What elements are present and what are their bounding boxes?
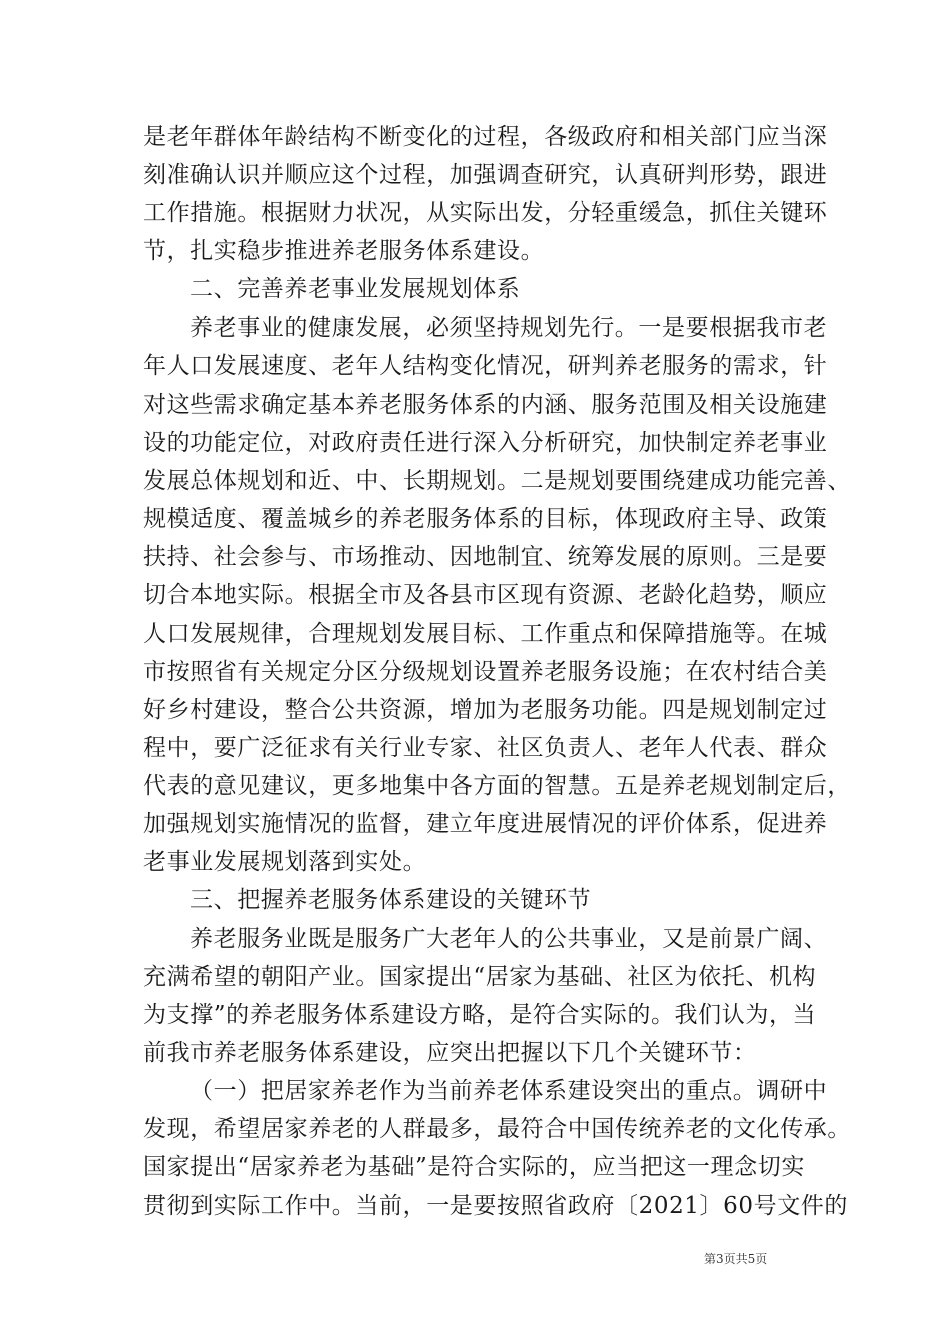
section-heading: 三、把握养老服务体系建设的关键环节 [190,887,592,913]
text-line: 好乡村建设，整合公共资源，增加为老服务功能。四是规划制定过 [143,697,828,723]
text-line: 市按照省有关规定分区分级规划设置养老服务设施；在农村结合美 [143,659,828,685]
text-line: 节，扎实稳步推进养老服务体系建设。 [143,238,545,264]
text-line: 老事业发展规划落到实处。 [143,849,427,875]
text-line: 充满希望的朝阳产业。国家提出“居家为基础、社区为依托、机构 [143,964,817,990]
text-line: 发现，希望居家养老的人群最多，最符合中国传统养老的文化传承。 [143,1116,851,1142]
text-line: 扶持、社会参与、市场推动、因地制宜、统筹发展的原则。三是要 [143,544,828,570]
text-line: 前我市养老服务体系建设，应突出把握以下几个关键环节： [143,1040,757,1066]
text-line: 国家提出“居家养老为基础”是符合实际的，应当把这一理念切实 [143,1154,805,1180]
text-line: 设的功能定位，对政府责任进行深入分析研究，加快制定养老事业 [143,430,828,456]
text-line: 规模适度、覆盖城乡的养老服务体系的目标，体现政府主导、政策 [143,506,828,532]
text-line: 是老年群体年龄结构不断变化的过程，各级政府和相关部门应当深 [143,124,828,150]
text-line: 刻准确认识并顺应这个过程，加强调查研究，认真研判形势，跟进 [143,162,828,188]
text-line: 养老事业的健康发展，必须坚持规划先行。一是要根据我市老 [190,315,828,341]
text-line: 发展总体规划和近、中、长期规划。二是规划要围绕建成功能完善、 [143,468,851,494]
text-line: 程中，要广泛征求有关行业专家、社区负责人、老年人代表、群众 [143,735,828,761]
text-line: 人口发展规律，合理规划发展目标、工作重点和保障措施等。在城 [143,621,828,647]
text-line: 切合本地实际。根据全市及各县市区现有资源、老龄化趋势，顺应 [143,582,828,608]
page-number: 第3页共5页 [704,1252,768,1266]
subsection-line: （一）把居家养老作为当前养老体系建设突出的重点。调研中 [190,1078,828,1104]
text-line: 工作措施。根据财力状况，从实际出发，分轻重缓急，抓住关键环 [143,200,828,226]
text-line: 年人口发展速度、老年人结构变化情况，研判养老服务的需求，针 [143,353,828,379]
text-line: 代表的意见建议，更多地集中各方面的智慧。五是养老规划制定后， [143,773,851,799]
text-line: 对这些需求确定基本养老服务体系的内涵、服务范围及相关设施建 [143,392,828,418]
text-line: 加强规划实施情况的监督，建立年度进展情况的评价体系，促进养 [143,811,828,837]
section-heading: 二、完善养老事业发展规划体系 [190,276,521,302]
text-line: 为支撑”的养老服务体系建设方略，是符合实际的。我们认为，当 [143,1002,817,1028]
text-line: 养老服务业既是服务广大老年人的公共事业，又是前景广阔、 [190,926,828,952]
text-line: 贯彻到实际工作中。当前，一是要按照省政府〔2021〕60号文件的 [143,1193,848,1219]
